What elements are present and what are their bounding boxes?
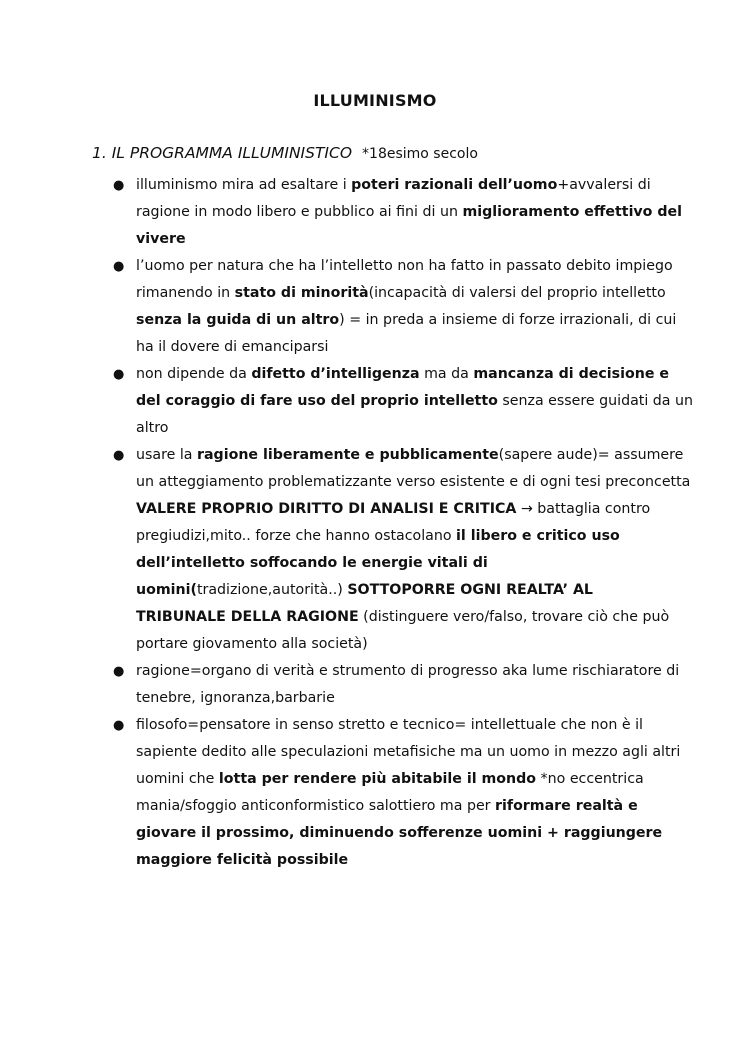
bullet-dot-icon: ● [113, 178, 125, 193]
text-segment: *no eccentrica [536, 771, 644, 787]
bullet-line [136, 307, 677, 334]
text-segment: portare giovamento alla società) [136, 636, 368, 652]
text-segment: (sapere aude)= assumere [498, 447, 684, 463]
bullet-item [0, 442, 691, 658]
bullet-line [136, 820, 663, 847]
text-segment: tradizione,autorità..) [196, 582, 348, 598]
bullet-line [136, 442, 684, 469]
bullet-line [136, 793, 656, 820]
bullet-line [136, 658, 680, 685]
bullet-line [136, 253, 673, 280]
bullet-line [136, 226, 656, 253]
text-segment: un atteggiamento problematizzante verso esistente e di ogni tesi preconcetta [136, 474, 691, 490]
bullet-dot-icon: ● [113, 259, 125, 274]
text-segment: → battaglia contro [516, 501, 651, 517]
text-segment: altro [136, 420, 169, 436]
bold-text: miglioramento effettivo del [462, 204, 683, 220]
text-segment: ma da [419, 366, 474, 382]
text-segment: usare la [136, 447, 197, 463]
bullet-line [136, 712, 656, 739]
section-heading [92, 144, 478, 162]
bullet-dot-icon: ● [113, 664, 125, 679]
bold-text: lotta per rendere più abitabile il mondo [218, 771, 537, 787]
section-heading-text: 1. IL PROGRAMMA ILLUMINISTICO [92, 144, 353, 162]
bullet-line [136, 280, 666, 307]
bold-text: stato di minorità [234, 285, 369, 301]
bold-text: SOTTOPORRE OGNI REALTA’ AL [347, 582, 593, 598]
bullet-dot-icon: ● [113, 367, 125, 382]
text-segment: ha il dovere di emanciparsi [136, 339, 329, 355]
bullet-line [136, 739, 681, 766]
bold-text: il libero e critico uso [456, 528, 620, 544]
text-segment: (distinguere vero/falso, trovare ciò che può [358, 609, 670, 625]
bold-text: ragione liberamente e pubblicamente [196, 447, 499, 463]
text-segment: ) = in preda a insieme di forze irrazionali, di cui [339, 312, 677, 328]
text-segment: l’uomo per natura che ha l’intelletto non ha fatto in passato debito impiego [136, 258, 673, 274]
bold-text: dell’intelletto soffocando le energie vitali di [136, 555, 488, 571]
text-segment: mania/sfoggio anticonformistico salottiero ma per [136, 798, 496, 814]
bold-text: VALERE PROPRIO DIRITTO DI ANALISI E CRITICA [136, 501, 517, 517]
bullet-item [0, 658, 680, 712]
bullet-line [136, 766, 656, 793]
bullet-line [136, 847, 656, 874]
text-segment: +avvalersi di [557, 177, 651, 193]
bullet-line [136, 550, 656, 577]
text-segment: senza essere guidati da un [497, 393, 693, 409]
text-segment: illuminismo mira ad esaltare i [136, 177, 352, 193]
bold-text: riformare realtà e [495, 798, 638, 814]
bullet-item [0, 361, 693, 442]
document-title: ILLUMINISMO [313, 91, 437, 110]
text-segment: non dipende da [136, 366, 252, 382]
bullet-line [136, 361, 670, 388]
bullet-line [136, 577, 656, 604]
bullet-line [136, 604, 670, 631]
bold-text: TRIBUNALE DELLA RAGIONE [136, 609, 359, 625]
bullet-line [136, 469, 691, 496]
bullet-line [136, 199, 683, 226]
bold-text: del coraggio di fare uso del proprio intelletto [136, 393, 498, 409]
bold-text: uomini( [136, 582, 197, 598]
bullet-line [136, 631, 656, 658]
bullet-line [136, 334, 656, 361]
text-segment: rimanendo in [136, 285, 235, 301]
bullet-item [0, 172, 683, 253]
text-segment: ragione=organo di verità e strumento di progresso aka lume rischiaratore di [136, 663, 680, 679]
section-heading-note: *18esimo secolo [362, 146, 478, 162]
text-segment: tenebre, ignoranza,barbarie [136, 690, 335, 706]
text-segment: filosofo=pensatore in senso stretto e tecnico= intellettuale che non è il [136, 717, 643, 733]
bullet-line [136, 415, 656, 442]
text-segment: ragione in modo libero e pubblico ai fini di un [136, 204, 463, 220]
bullet-dot-icon: ● [113, 448, 125, 463]
bullet-line [136, 523, 656, 550]
bullet-line [136, 685, 656, 712]
bold-text: maggiore felicità possibile [136, 852, 349, 868]
bold-text: vivere [136, 231, 186, 247]
bullet-list [0, 172, 750, 874]
text-segment: pregiudizi,mito.. forze che hanno ostacolano [136, 528, 457, 544]
bullet-item [0, 712, 681, 874]
text-segment: uomini che [136, 771, 219, 787]
bullet-line [136, 496, 656, 523]
bold-text: senza la guida di un altro [136, 312, 340, 328]
bold-text: giovare il prossimo, diminuendo sofferenze uomini + raggiungere [136, 825, 663, 841]
bullet-item [0, 253, 677, 361]
bold-text: difetto d’intelligenza [251, 366, 420, 382]
bullet-line [136, 388, 693, 415]
bullet-dot-icon: ● [113, 718, 125, 733]
bold-text: mancanza di decisione e [473, 366, 670, 382]
bold-text: poteri razionali dell’uomo [351, 177, 558, 193]
text-segment: (incapacità di valersi del proprio intelletto [368, 285, 666, 301]
bullet-line [136, 172, 656, 199]
text-segment: sapiente dedito alle speculazioni metafisiche ma un uomo in mezzo agli altri [136, 744, 681, 760]
